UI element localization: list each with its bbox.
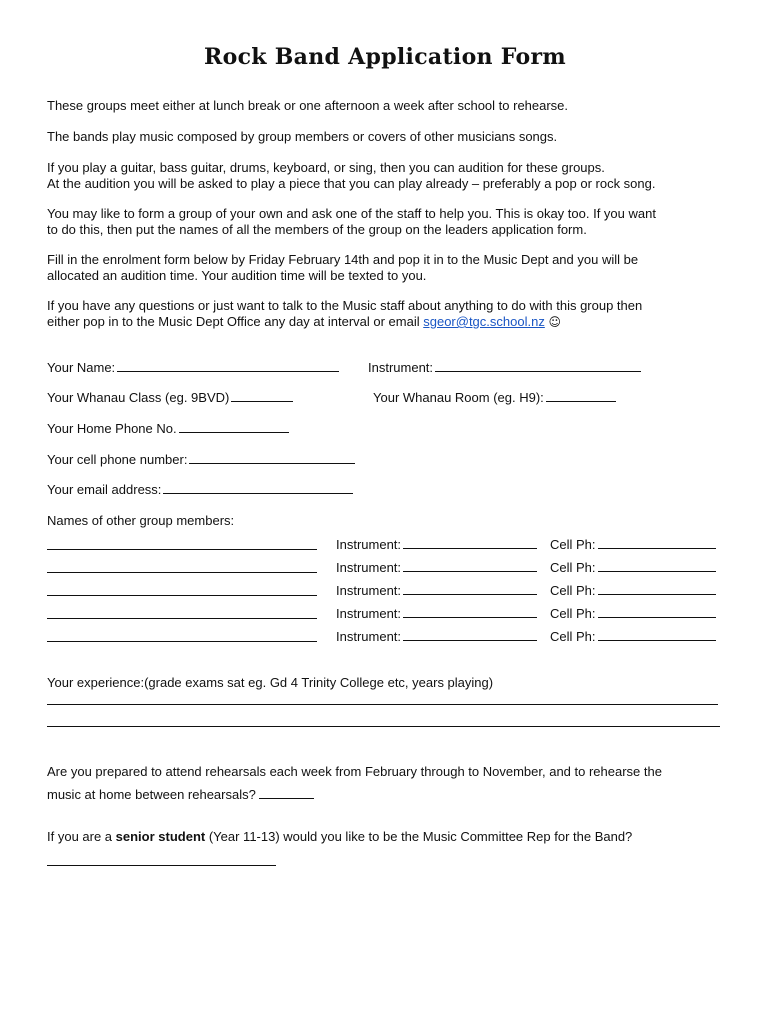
member-instrument-field xyxy=(336,537,537,553)
cell-phone-field xyxy=(47,452,355,468)
member-instrument-field xyxy=(336,560,537,576)
intro-paragraph-2: The bands play music composed by group members or covers of other musicians songs. xyxy=(47,129,558,144)
experience-line-1[interactable] xyxy=(47,704,718,705)
intro-paragraph-4-line-1: You may like to form a group of your own and ask one of the staff to help you. This is okay too. If you want xyxy=(47,206,656,221)
member-cell-field xyxy=(550,629,716,645)
senior-question xyxy=(47,829,737,845)
whanau-class-field xyxy=(47,390,293,406)
whanau-class-label: Your Whanau Class (eg. 9BVD) xyxy=(47,390,230,405)
member-instrument-line[interactable] xyxy=(403,560,537,572)
member-instrument-line[interactable] xyxy=(403,583,537,595)
whanau-room-label: Your Whanau Room (eg. H9): xyxy=(373,390,544,405)
member-instrument-line[interactable] xyxy=(403,606,537,618)
whanau-room-field xyxy=(373,390,616,406)
member-cell-line[interactable] xyxy=(598,537,716,549)
intro-paragraph-4 xyxy=(47,206,737,238)
member-instrument-label: Instrument: xyxy=(336,606,402,621)
member-instrument-label: Instrument: xyxy=(336,560,402,575)
cell-phone-label: Your cell phone number: xyxy=(47,452,188,467)
senior-question-prefix: If you are a xyxy=(47,829,116,844)
member-instrument-field xyxy=(336,629,537,645)
member-cell-field xyxy=(550,606,716,622)
intro-paragraph-3 xyxy=(47,160,737,192)
member-instrument-field xyxy=(336,583,537,599)
intro-paragraph-6-line-1: If you have any questions or just want to talk to the Music staff about anything to do with this group then xyxy=(47,298,643,313)
member-name-line[interactable] xyxy=(47,641,317,642)
rehearsal-question-line-2 xyxy=(47,783,737,806)
experience-line-2[interactable] xyxy=(47,726,720,727)
email-label: Your email address: xyxy=(47,482,162,497)
instrument-field xyxy=(368,360,641,376)
intro-paragraph-5-line-2: allocated an audition time. Your audition time will be texted to you. xyxy=(47,268,427,283)
rehearsal-question xyxy=(47,760,737,806)
intro-paragraph-4-line-2: to do this, then put the names of all the members of the group on the leaders application form. xyxy=(47,222,587,237)
member-cell-field xyxy=(550,560,716,576)
senior-answer-line[interactable] xyxy=(47,865,276,866)
member-cell-label: Cell Ph: xyxy=(550,629,596,644)
member-name-line[interactable] xyxy=(47,618,317,619)
intro-paragraph-5 xyxy=(47,252,737,284)
member-instrument-field xyxy=(336,606,537,622)
email-field xyxy=(47,482,353,498)
member-cell-label: Cell Ph: xyxy=(550,560,596,575)
member-instrument-line[interactable] xyxy=(403,537,537,549)
member-name-line[interactable] xyxy=(47,549,317,550)
member-cell-field xyxy=(550,537,716,553)
member-cell-line[interactable] xyxy=(598,606,716,618)
intro-paragraph-3-line-2: At the audition you will be asked to play a piece that you can play already – preferably a pop or rock song. xyxy=(47,176,656,191)
member-cell-line[interactable] xyxy=(598,583,716,595)
email-input-line[interactable] xyxy=(163,482,353,494)
member-name-line[interactable] xyxy=(47,595,317,596)
home-phone-label: Your Home Phone No. xyxy=(47,421,177,436)
member-cell-line[interactable] xyxy=(598,629,716,641)
intro-paragraph-6 xyxy=(47,298,737,330)
home-phone-input-line[interactable] xyxy=(179,421,289,433)
experience-label: Your experience:(grade exams sat eg. Gd 4 Trinity College etc, years playing) xyxy=(47,675,494,690)
senior-student-emphasis: senior student xyxy=(115,829,206,844)
name-input-line[interactable] xyxy=(117,360,339,372)
intro-paragraph-5-line-1: Fill in the enrolment form below by Friday February 14th and pop it in to the Music Dept and you will be xyxy=(47,252,639,267)
intro-paragraph-3-line-1: If you play a guitar, bass guitar, drums, keyboard, or sing, then you can audition for these groups. xyxy=(47,160,605,175)
member-cell-label: Cell Ph: xyxy=(550,583,596,598)
intro-paragraph-6-line-2 xyxy=(47,314,737,330)
contact-text: either pop in to the Music Dept Office any day at interval or email xyxy=(47,314,424,329)
whanau-class-input-line[interactable] xyxy=(231,390,293,402)
member-cell-label: Cell Ph: xyxy=(550,537,596,552)
member-instrument-label: Instrument: xyxy=(336,583,402,598)
rehearsal-question-line-1: Are you prepared to attend rehearsals each week from February through to November, and to rehearse the xyxy=(47,764,662,779)
cell-phone-input-line[interactable] xyxy=(189,452,355,464)
instrument-input-line[interactable] xyxy=(435,360,641,372)
whanau-room-input-line[interactable] xyxy=(546,390,616,402)
rehearsal-answer-line[interactable] xyxy=(259,787,314,799)
intro-paragraph-1: These groups meet either at lunch break or one afternoon a week after school to rehearse. xyxy=(47,98,569,113)
home-phone-field xyxy=(47,421,289,437)
group-members-heading: Names of other group members: xyxy=(47,513,235,528)
member-instrument-label: Instrument: xyxy=(336,629,402,644)
instrument-label: Instrument: xyxy=(368,360,434,375)
rehearsal-question-text: music at home between rehearsals? xyxy=(47,787,256,802)
name-field xyxy=(47,360,339,376)
member-instrument-line[interactable] xyxy=(403,629,537,641)
page-title: Rock Band Application Form xyxy=(204,44,566,70)
member-cell-label: Cell Ph: xyxy=(550,606,596,621)
member-name-line[interactable] xyxy=(47,572,317,573)
member-cell-line[interactable] xyxy=(598,560,716,572)
senior-question-suffix: (Year 11-13) would you like to be the Music Committee Rep for the Band? xyxy=(205,829,633,844)
email-link[interactable]: sgeor@tgc.school.nz xyxy=(423,314,545,329)
smiley-icon: ☺ xyxy=(548,315,561,329)
member-instrument-label: Instrument: xyxy=(336,537,402,552)
name-label: Your Name: xyxy=(47,360,116,375)
member-cell-field xyxy=(550,583,716,599)
